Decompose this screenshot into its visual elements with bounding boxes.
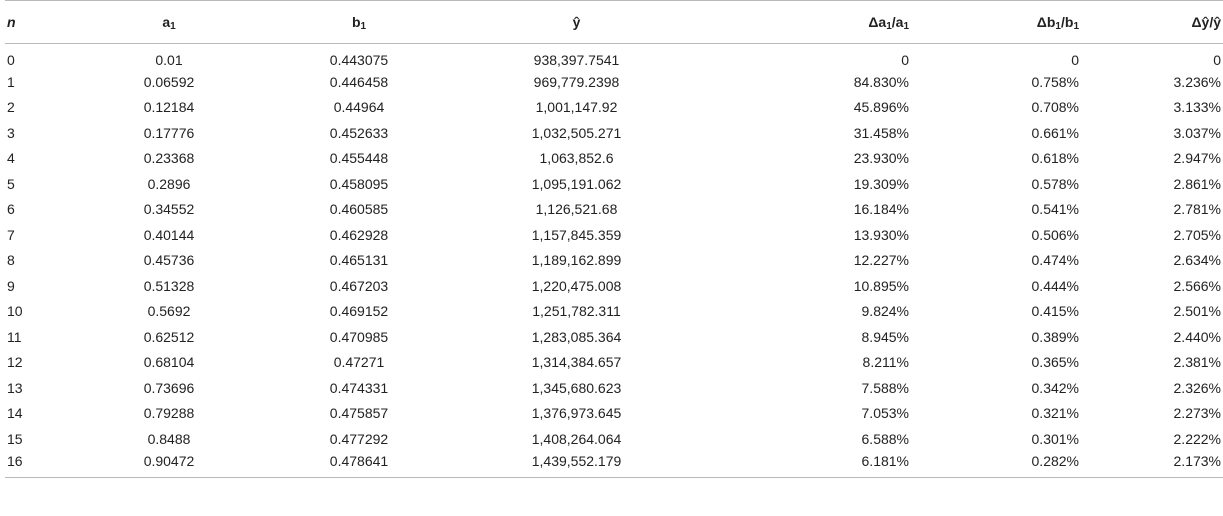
cell-delta-b1: 0.618% — [1031, 150, 1079, 167]
cell-delta-y-hat: 2.381% — [1173, 354, 1221, 371]
cell-delta-b1: 0.342% — [1031, 379, 1079, 396]
cell-b1: 0.467203 — [329, 277, 389, 294]
cell-y-hat: 1,157,845.359 — [531, 226, 622, 243]
cell-n: 7 — [7, 226, 15, 243]
cell-a1: 0.01 — [155, 51, 183, 68]
cell-b1: 0.470985 — [329, 328, 389, 345]
cell-a1: 0.62512 — [143, 328, 195, 345]
cell-y-hat: 1,283,085.364 — [531, 328, 622, 345]
header-b1-subscript: 1 — [360, 21, 367, 32]
cell-delta-y-hat: 2.173% — [1125, 452, 1223, 478]
cell-delta-a1: 31.458% — [853, 124, 909, 141]
cell-n: 13 — [7, 379, 23, 396]
data-table-container — [5, 0, 1221, 478]
header-delta-b1-sub2: 1 — [1073, 21, 1079, 32]
cell-delta-y-hat: 3.236% — [1173, 73, 1221, 90]
cell-a1: 0.23368 — [143, 150, 195, 167]
cell-delta-y-hat: 3.133% — [1173, 99, 1221, 116]
table-row — [5, 452, 1223, 478]
cell-delta-y-hat: 0 — [1213, 51, 1221, 68]
cell-a1: 0.90472 — [69, 452, 269, 478]
cell-delta-y-hat: 2.705% — [1173, 226, 1221, 243]
cell-delta-y-hat: 3.037% — [1173, 124, 1221, 141]
cell-delta-y-hat: 2.326% — [1173, 379, 1221, 396]
cell-n: 9 — [7, 277, 15, 294]
cell-a1: 0.45736 — [143, 252, 195, 269]
cell-y-hat: 1,251,782.311 — [532, 303, 621, 320]
cell-delta-b1: 0.661% — [1031, 124, 1079, 141]
cell-b1: 0.465131 — [329, 252, 389, 269]
cell-b1: 0.477292 — [329, 430, 389, 447]
cell-y-hat: 1,439,552.179 — [449, 452, 704, 478]
cell-delta-a1: 45.896% — [853, 99, 909, 116]
cell-y-hat: 1,376,973.645 — [531, 405, 622, 422]
cell-delta-y-hat: 2.501% — [1173, 303, 1221, 320]
cell-delta-y-hat: 2.273% — [1173, 405, 1221, 422]
cell-a1: 0.2896 — [147, 175, 191, 192]
cell-n: 6 — [7, 201, 15, 218]
cell-delta-y-hat: 2.781% — [1173, 201, 1221, 218]
header-delta-y-hat — [1125, 1, 1223, 44]
cell-delta-a1: 13.930% — [853, 226, 909, 243]
header-delta-a1 — [704, 1, 939, 44]
table-row — [5, 375, 1223, 401]
table-header — [5, 1, 1223, 44]
header-b1 — [269, 1, 449, 44]
cell-delta-a1: 7.588% — [861, 379, 909, 396]
cell-delta-a1: 23.930% — [853, 150, 909, 167]
cell-y-hat: 1,220,475.008 — [531, 277, 622, 294]
cell-delta-a1: 84.830% — [853, 73, 909, 90]
table-row — [5, 350, 1223, 376]
data-table — [5, 0, 1223, 478]
cell-n: 8 — [7, 252, 15, 269]
cell-b1: 0.478641 — [269, 452, 449, 478]
table-row — [5, 146, 1223, 172]
cell-delta-y-hat: 2.440% — [1173, 328, 1221, 345]
cell-y-hat: 1,126,521.68 — [535, 201, 618, 218]
cell-y-hat: 1,314,384.657 — [531, 354, 622, 371]
header-delta-b1-sub1: 1 — [1055, 21, 1061, 32]
cell-delta-y-hat: 2.861% — [1173, 175, 1221, 192]
cell-n: 5 — [7, 175, 15, 192]
cell-a1: 0.5692 — [147, 303, 191, 320]
header-a1-subscript: 1 — [170, 21, 176, 32]
table-row — [5, 44, 1223, 70]
header-delta-a1-sub2: 1 — [903, 21, 909, 32]
cell-b1: 0.462928 — [329, 226, 389, 243]
cell-delta-b1: 0.282% — [939, 452, 1125, 478]
table-row — [5, 426, 1223, 452]
table-body — [5, 44, 1223, 478]
cell-y-hat: 938,397.7541 — [533, 51, 620, 68]
cell-a1: 0.79288 — [143, 405, 195, 422]
cell-y-hat: 1,001,147.92 — [535, 99, 618, 116]
table-row — [5, 248, 1223, 274]
cell-delta-a1: 6.588% — [861, 430, 909, 447]
cell-b1: 0.452633 — [329, 124, 389, 141]
cell-delta-b1: 0.758% — [1031, 73, 1079, 90]
cell-n: 0 — [7, 51, 15, 68]
cell-delta-y-hat: 2.222% — [1173, 430, 1221, 447]
cell-delta-b1: 0 — [1071, 51, 1079, 68]
cell-delta-a1: 6.181% — [704, 452, 939, 478]
table-row — [5, 299, 1223, 325]
header-n — [5, 1, 69, 44]
cell-delta-a1: 7.053% — [861, 405, 909, 422]
cell-delta-b1: 0.301% — [1031, 430, 1079, 447]
header-delta-a1-mid: /a — [891, 14, 904, 30]
table-row — [5, 273, 1223, 299]
cell-b1: 0.446458 — [329, 73, 389, 90]
cell-n: 10 — [7, 303, 23, 320]
cell-b1: 0.47271 — [333, 354, 385, 371]
cell-delta-a1: 8.211% — [862, 354, 909, 371]
cell-delta-b1: 0.474% — [1031, 252, 1079, 269]
table-row — [5, 324, 1223, 350]
header-delta-y-hat-label: Δŷ/ŷ — [1191, 14, 1221, 30]
cell-delta-a1: 0 — [901, 51, 909, 68]
table-row — [5, 120, 1223, 146]
cell-n: 15 — [7, 430, 23, 447]
header-delta-b1-pre: Δb — [1036, 14, 1056, 30]
cell-y-hat: 969,779.2398 — [533, 73, 620, 90]
cell-n: 4 — [7, 150, 15, 167]
cell-n: 14 — [7, 405, 23, 422]
cell-n: 16 — [5, 452, 69, 478]
cell-delta-a1: 9.824% — [861, 303, 909, 320]
cell-n: 1 — [7, 73, 15, 90]
cell-delta-y-hat: 2.947% — [1173, 150, 1221, 167]
cell-b1: 0.443075 — [329, 51, 389, 68]
cell-delta-b1: 0.365% — [1031, 354, 1079, 371]
cell-y-hat: 1,345,680.623 — [531, 379, 622, 396]
cell-delta-b1: 0.506% — [1031, 226, 1079, 243]
header-n-label: n — [7, 14, 16, 30]
cell-a1: 0.17776 — [143, 124, 195, 141]
header-y-hat — [449, 1, 704, 44]
cell-delta-y-hat: 2.634% — [1173, 252, 1221, 269]
cell-a1: 0.73696 — [143, 379, 195, 396]
header-row — [5, 1, 1223, 44]
cell-a1: 0.68104 — [143, 354, 195, 371]
header-y-hat-label: ŷ — [572, 14, 581, 30]
cell-delta-a1: 10.895% — [853, 277, 909, 294]
cell-delta-a1: 16.184% — [853, 201, 909, 218]
cell-b1: 0.455448 — [329, 150, 389, 167]
cell-n: 2 — [7, 99, 15, 116]
cell-a1: 0.40144 — [143, 226, 195, 243]
cell-delta-b1: 0.415% — [1031, 303, 1079, 320]
cell-y-hat: 1,408,264.064 — [531, 430, 622, 447]
cell-delta-a1: 12.227% — [853, 252, 909, 269]
cell-y-hat: 1,189,162.899 — [531, 252, 622, 269]
cell-n: 12 — [7, 354, 23, 371]
cell-delta-b1: 0.541% — [1031, 201, 1079, 218]
table-row — [5, 222, 1223, 248]
cell-a1: 0.34552 — [143, 201, 195, 218]
cell-delta-b1: 0.321% — [1031, 405, 1079, 422]
cell-b1: 0.458095 — [329, 175, 389, 192]
header-a1 — [69, 1, 269, 44]
cell-a1: 0.06592 — [143, 73, 195, 90]
cell-y-hat: 1,095,191.062 — [531, 175, 622, 192]
cell-delta-a1: 19.309% — [853, 175, 909, 192]
header-a1-label: a — [162, 14, 171, 30]
table-row — [5, 171, 1223, 197]
cell-b1: 0.460585 — [329, 201, 389, 218]
cell-n: 11 — [7, 328, 22, 345]
cell-b1: 0.44964 — [333, 99, 385, 116]
table-row — [5, 95, 1223, 121]
table-row — [5, 69, 1223, 95]
header-delta-a1-sub1: 1 — [886, 21, 892, 32]
header-delta-b1-mid: /b — [1060, 14, 1074, 30]
header-b1-label: b — [351, 14, 361, 30]
cell-a1: 0.8488 — [147, 430, 191, 447]
header-delta-a1-pre: Δa — [868, 14, 887, 30]
cell-b1: 0.474331 — [329, 379, 389, 396]
cell-delta-b1: 0.708% — [1031, 99, 1079, 116]
cell-a1: 0.12184 — [143, 99, 195, 116]
cell-y-hat: 1,063,852.6 — [539, 150, 614, 167]
header-delta-b1 — [939, 1, 1125, 44]
cell-y-hat: 1,032,505.271 — [531, 124, 622, 141]
cell-a1: 0.51328 — [143, 277, 195, 294]
cell-b1: 0.469152 — [329, 303, 389, 320]
cell-delta-b1: 0.444% — [1031, 277, 1079, 294]
cell-delta-b1: 0.578% — [1031, 175, 1079, 192]
table-row — [5, 401, 1223, 427]
cell-delta-a1: 8.945% — [861, 328, 909, 345]
cell-b1: 0.475857 — [329, 405, 389, 422]
cell-delta-y-hat: 2.566% — [1173, 277, 1221, 294]
cell-delta-b1: 0.389% — [1031, 328, 1079, 345]
table-row — [5, 197, 1223, 223]
cell-n: 3 — [7, 124, 15, 141]
